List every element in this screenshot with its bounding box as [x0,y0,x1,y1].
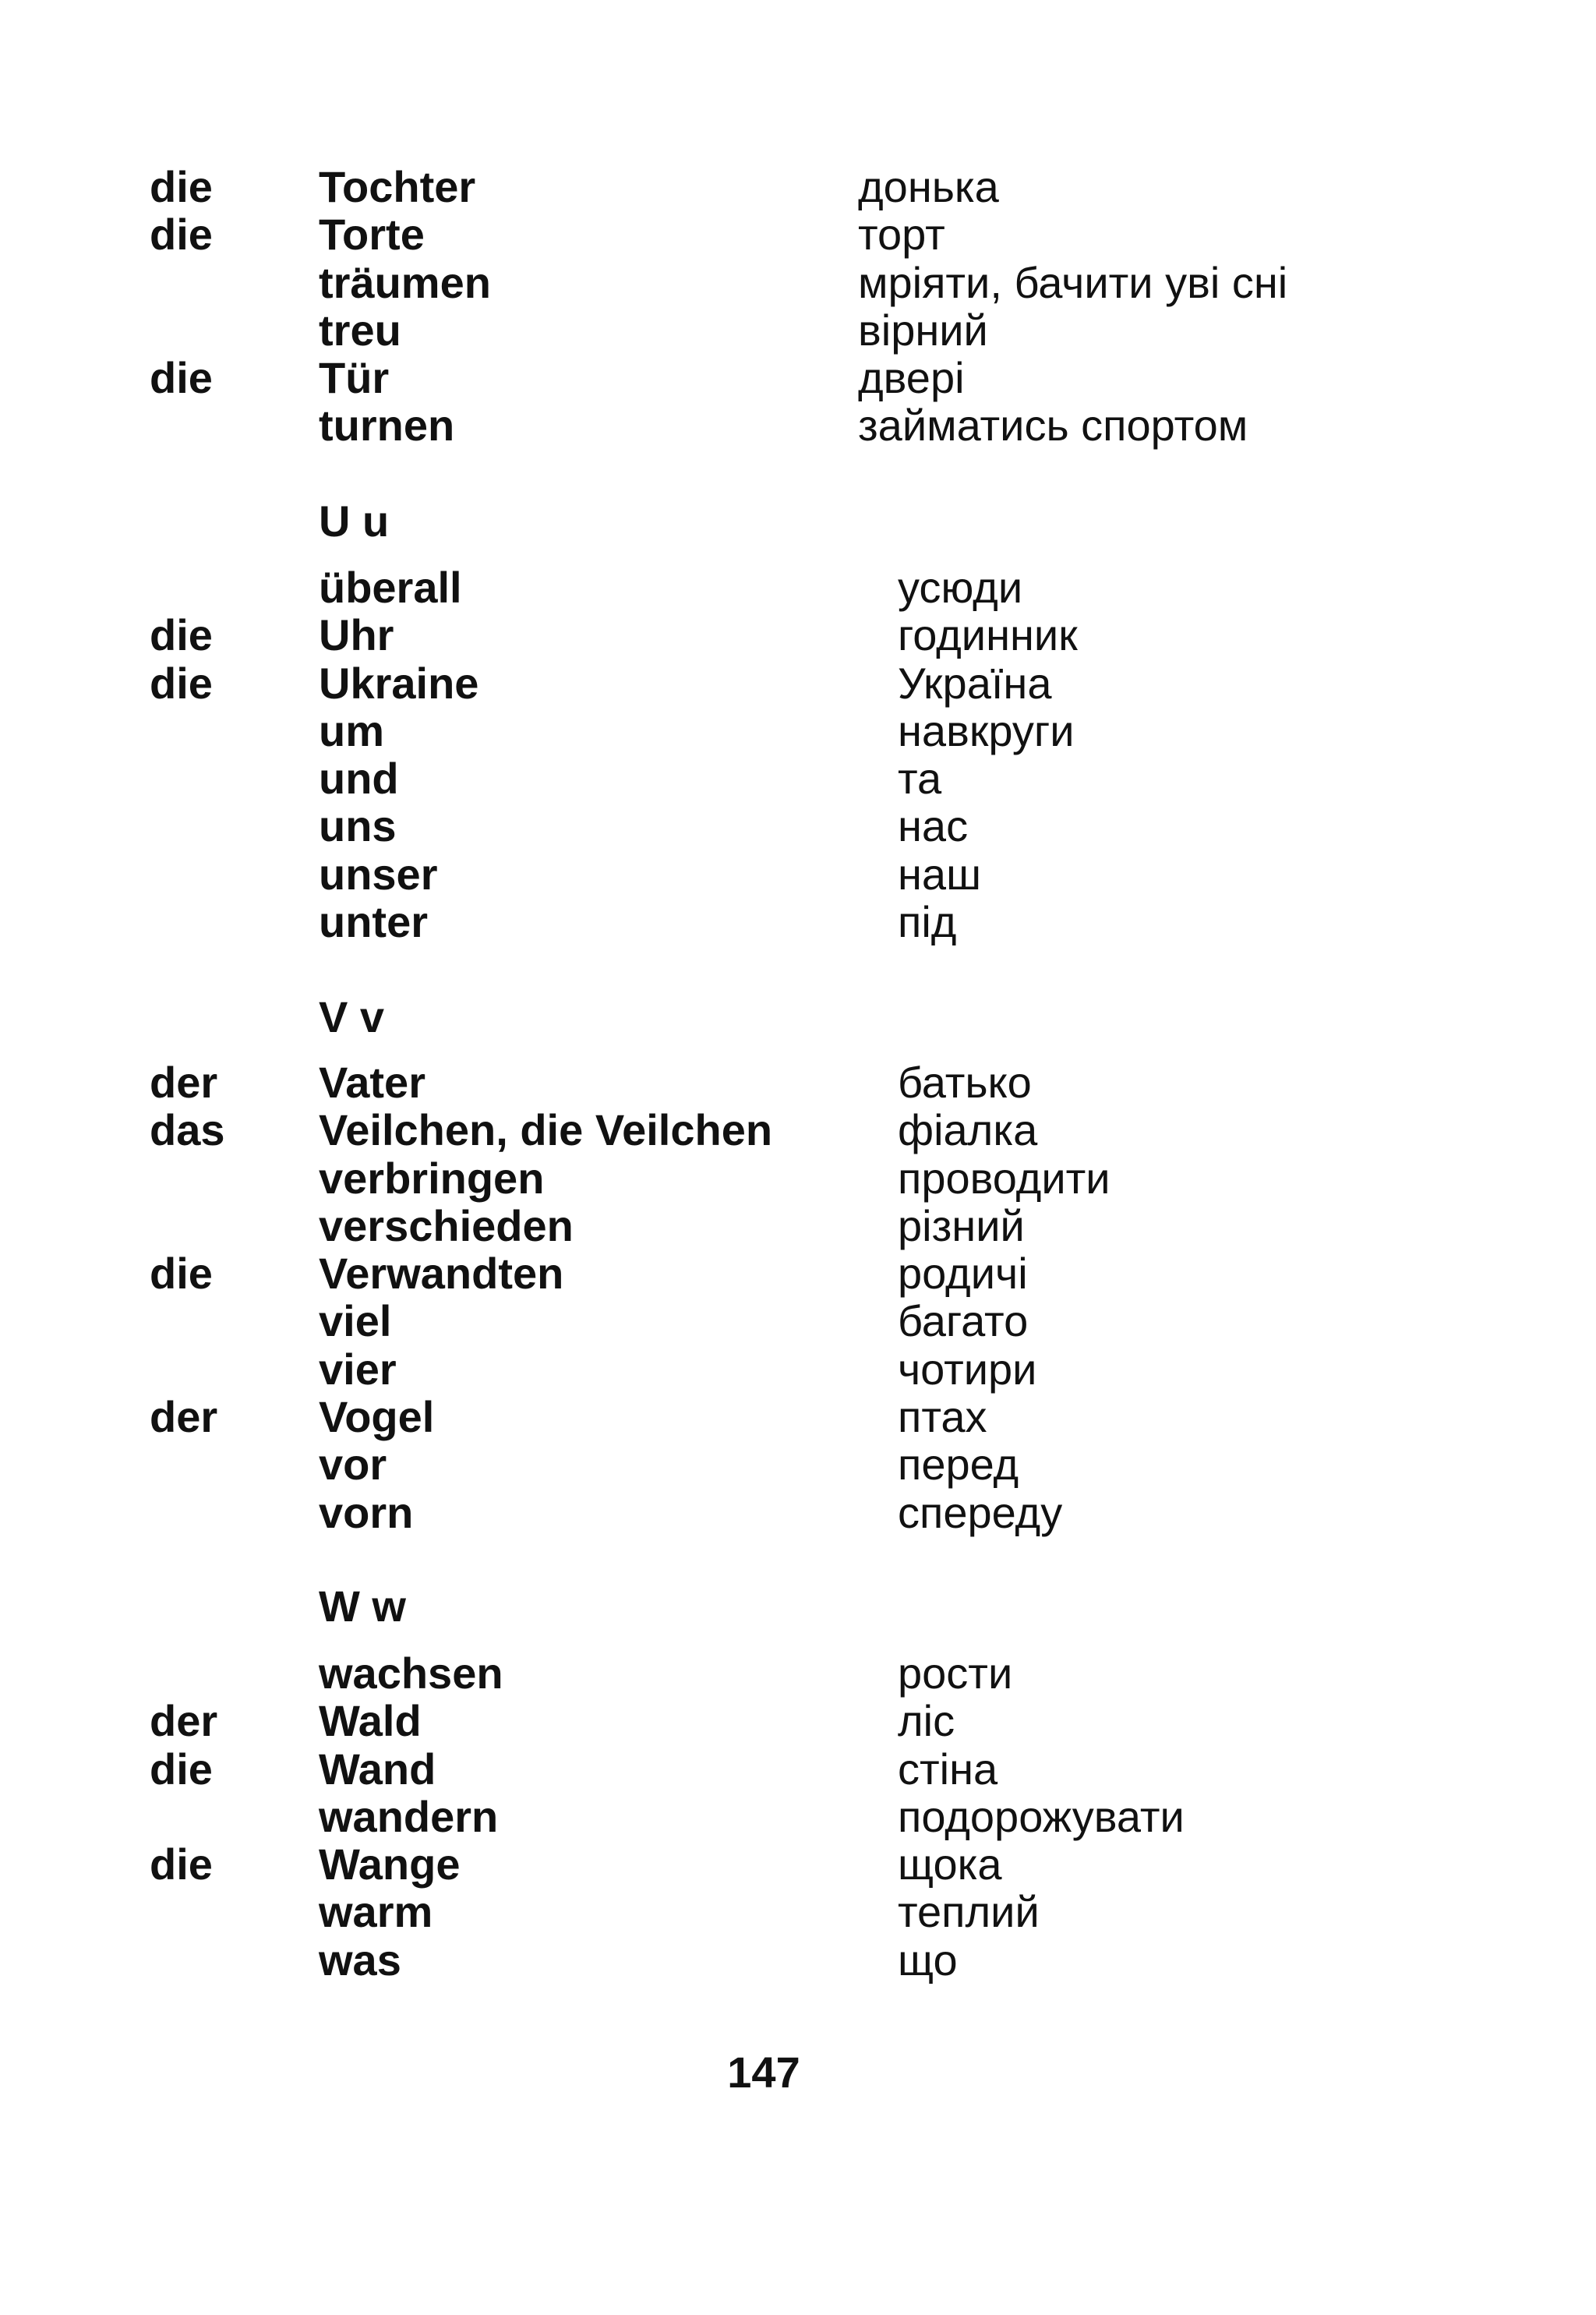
entry-row [0,1297,1596,1345]
entry-row [0,1202,1596,1249]
entry-row [0,1393,1596,1440]
entry-word: vor [319,1440,387,1490]
entry-translation: ліс [898,1696,955,1746]
entry-translation: подорожувати [898,1791,1185,1841]
section-heading-w: W w [319,1582,406,1631]
entry-row [0,802,1596,850]
entry-word: Tür [319,353,390,403]
entry-row [0,1936,1596,1984]
entry-row [0,1745,1596,1793]
entry-translation: Україна [898,658,1052,708]
entry-word: Tochter [319,162,476,211]
entry-word: was [319,1935,401,1985]
entry-word: vier [319,1344,397,1394]
entry-row [0,850,1596,898]
entry-article: die [150,658,213,708]
section-heading-v: V v [319,992,385,1041]
entry-row [0,1106,1596,1154]
entry-word: Uhr [319,610,394,660]
entry-row [0,306,1596,354]
entry-row [0,707,1596,755]
entry-translation: та [898,754,942,804]
entry-translation: чотири [898,1344,1037,1394]
entry-word: träumen [319,257,491,307]
section-t [0,163,1596,450]
entry-translation: птах [898,1392,987,1442]
entry-word: Ukraine [319,658,479,708]
entry-translation: батько [898,1058,1032,1107]
entry-translation: торт [858,210,945,260]
entry-word: Wange [319,1840,461,1889]
entry-article: der [150,1058,218,1107]
entry-word: wachsen [319,1649,503,1698]
entry-translation: щока [898,1840,1002,1889]
entry-row [0,611,1596,659]
entry-translation: перед [898,1440,1019,1490]
entry-translation: рости [898,1649,1013,1698]
entry-article: die [150,1744,213,1794]
entry-article: der [150,1696,218,1746]
section-u [0,564,1596,945]
entry-row [0,1345,1596,1393]
entry-word: Wand [319,1744,436,1794]
entry-row [0,1697,1596,1744]
entry-translation: різний [898,1200,1025,1250]
entry-word: überall [319,563,462,612]
entry-row [0,1649,1596,1697]
entry-row [0,564,1596,611]
entry-translation: годинник [898,610,1078,660]
entry-translation: мріяти, бачити уві сні [858,257,1288,307]
entry-translation: багато [898,1296,1029,1346]
entry-translation: вірний [858,305,988,355]
entry-row [0,1440,1596,1488]
entry-word: Verwandten [319,1249,564,1299]
entry-word: viel [319,1296,392,1346]
entry-translation: спереду [898,1487,1063,1537]
entry-word: turnen [319,401,455,451]
entry-translation: фіалка [898,1105,1038,1155]
entry-translation: під [898,897,957,947]
entry-article: die [150,610,213,660]
entry-translation: нас [898,801,969,851]
entry-translation: теплий [898,1887,1040,1937]
entry-word: und [319,754,399,804]
entry-word: warm [319,1887,433,1937]
entry-row [0,210,1596,258]
entry-row [0,1840,1596,1888]
entry-article: die [150,1840,213,1889]
entry-word: uns [319,801,397,851]
entry-row [0,1489,1596,1536]
entry-row [0,259,1596,306]
entry-article: die [150,1249,213,1299]
entry-translation: що [898,1935,958,1985]
entry-article: die [150,210,213,260]
entry-row [0,401,1596,449]
entry-row [0,659,1596,707]
entry-article: die [150,353,213,403]
entry-translation: усюди [898,563,1023,612]
entry-translation: стіна [898,1744,998,1794]
entry-translation: двері [858,353,965,403]
entry-word: Veilchen, die Veilchen [319,1105,773,1155]
entry-translation: проводити [898,1153,1110,1203]
entry-word: verschieden [319,1200,574,1250]
entry-word: unser [319,849,438,899]
entry-article: das [150,1105,225,1155]
entry-word: Torte [319,210,425,260]
entry-article: die [150,162,213,211]
entry-word: verbringen [319,1153,545,1203]
entry-word: wandern [319,1791,499,1841]
entry-row [0,1059,1596,1106]
entry-word: Wald [319,1696,422,1746]
entry-word: Vogel [319,1392,435,1442]
entry-translation: наш [898,849,981,899]
entry-article: der [150,1392,218,1442]
entry-word: unter [319,897,428,947]
section-w [0,1649,1596,1984]
entry-word: um [319,705,384,755]
entry-word: vorn [319,1487,414,1537]
entry-translation: родичі [898,1249,1028,1299]
entry-row [0,1249,1596,1297]
entry-translation: донька [858,162,999,211]
entry-row [0,1793,1596,1840]
entry-row [0,755,1596,802]
entry-row [0,354,1596,401]
entry-translation: займатись спортом [858,401,1248,451]
entry-word: Vater [319,1058,425,1107]
entry-row [0,898,1596,945]
entry-row [0,163,1596,210]
entry-word: treu [319,305,401,355]
entry-row [0,1888,1596,1935]
entry-translation: навкруги [898,705,1075,755]
entry-row [0,1154,1596,1202]
section-heading-u: U u [319,497,390,546]
page-number: 147 [727,2048,800,2097]
section-v [0,1059,1596,1536]
